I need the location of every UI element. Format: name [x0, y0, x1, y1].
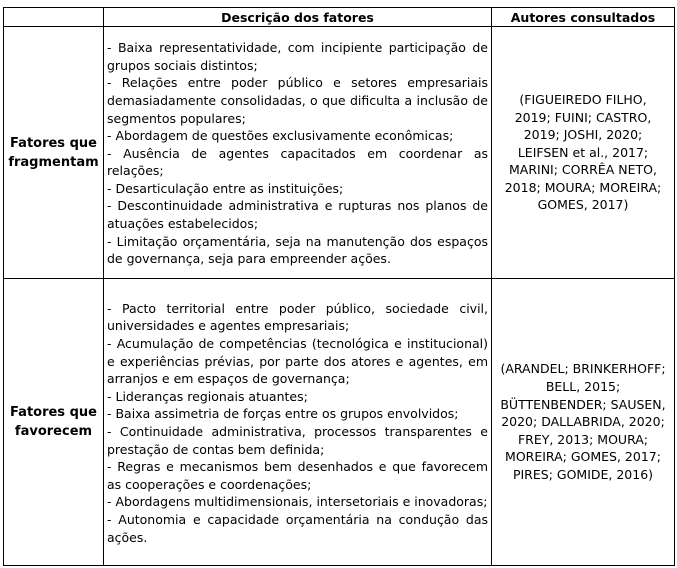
description-item: - Ausência de agentes capacitados em coordenar as relações; — [107, 145, 488, 179]
authors-cell: (ARANDEL; BRINKERHOFF; BELL, 2015; BÜTTENBENDER; SAUSEN, 2020; DALLABRIDA, 2020; FREY, 2013; MOURA; MOREIRA; GOMES, 2017; PIRES; GOMIDE, 2016) — [492, 279, 675, 566]
description-item: - Autonomia e capacidade orçamentária na condução das ações. — [107, 511, 488, 545]
table-row — [4, 27, 675, 279]
description-item: - Abordagem de questões exclusivamente econômicas; — [107, 128, 454, 144]
description-cell — [104, 27, 492, 279]
description-item: - Continuidade administrativa, processos transparentes e prestação de contas bem definida; — [107, 424, 488, 457]
table-row — [4, 279, 675, 566]
factor-label-fragmentam: Fatores que fragmentam — [4, 27, 104, 279]
description-item: - Lideranças regionais atuantes; — [107, 388, 308, 404]
header-description: Descrição dos fatores — [104, 8, 492, 27]
header-empty-cell — [4, 8, 104, 27]
description-item: - Acumulação de competências (tecnológica e institucional) e experiências prévias, por parte dos atores e agentes, em arranjos e em espaços de governança; — [107, 336, 488, 387]
description-item: - Descontinuidade administrativa e rupturas nos planos de atuações estabelecidos; — [107, 198, 488, 232]
factors-table — [3, 7, 675, 566]
description-item: - Relações entre poder público e setores empresariais demasiadamente consolidadas, o que dificulta a inclusão de segmentos populares; — [107, 75, 488, 126]
description-item: - Limitação orçamentária, seja na manutenção dos espaços de governança, seja para empreender ações. — [107, 233, 488, 267]
factor-label-favorecem: Fatores que favorecem — [4, 279, 104, 566]
description-item: - Regras e mecanismos bem desenhados e que favorecem as cooperações e coordenações; — [107, 459, 488, 492]
description-cell — [104, 279, 492, 566]
description-item: - Pacto territorial entre poder público, sociedade civil, universidades e agentes empresariais; — [107, 300, 488, 334]
header-authors: Autores consultados — [492, 8, 675, 27]
header-row — [4, 8, 675, 27]
authors-cell: (FIGUEIREDO FILHO, 2019; FUINI; CASTRO, 2019; JOSHI, 2020; LEIFSEN et al., 2017; MARINI; CORRÊA NETO, 2018; MOURA; MOREIRA; GOMES, 2017) — [492, 27, 675, 279]
description-item: - Abordagens multidimensionais, intersetoriais e inovadoras; — [107, 494, 488, 510]
description-item: - Baixa assimetria de forças entre os grupos envolvidos; — [107, 406, 459, 422]
description-item: - Baixa representatividade, com incipiente participação de grupos sociais distintos; — [107, 40, 488, 73]
description-item: - Desarticulação entre as instituições; — [107, 180, 344, 196]
